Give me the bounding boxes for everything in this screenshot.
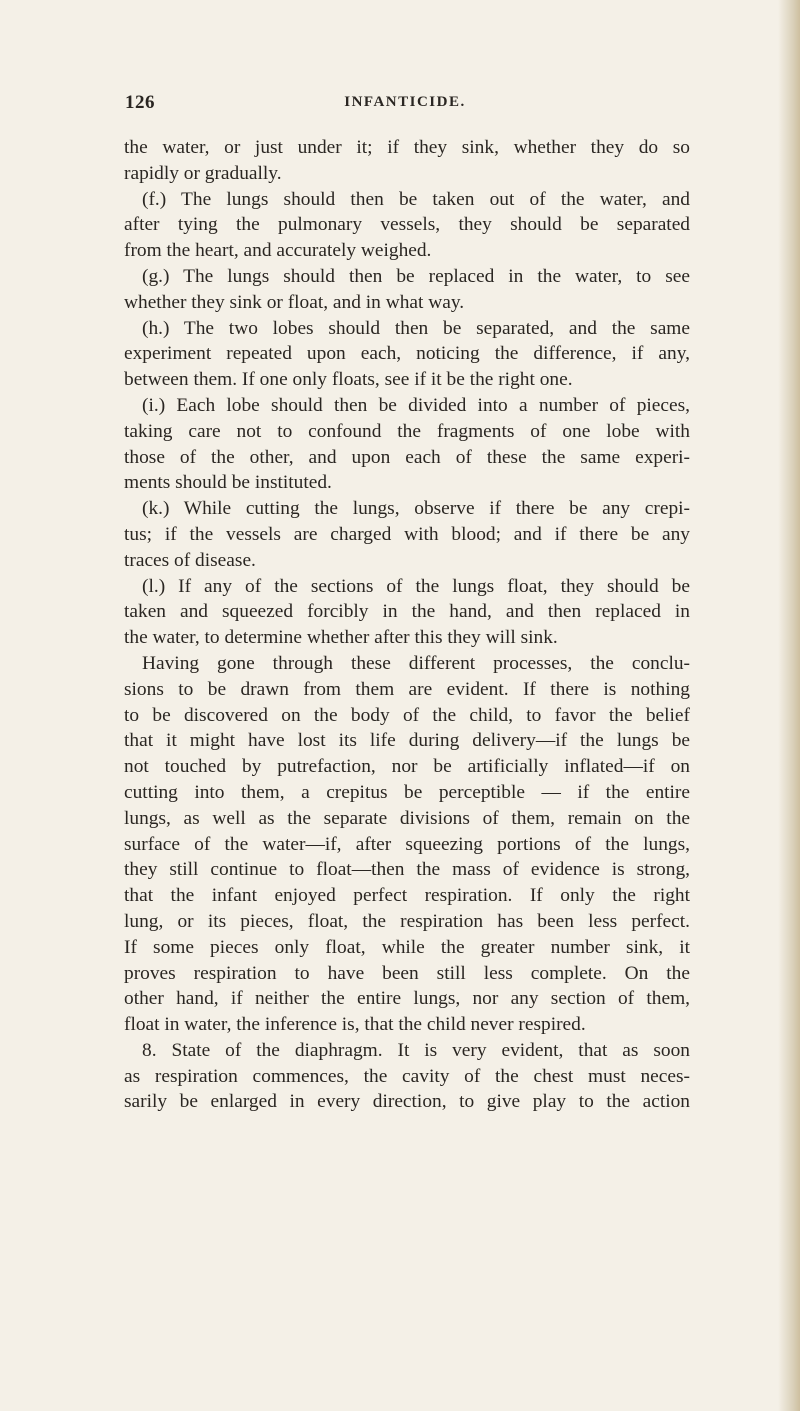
- text-line: traces of disease.: [124, 549, 256, 571]
- text-line: (f.) The lungs should then be taken out of the water, and: [142, 188, 690, 210]
- text-line: that the infant enjoyed perfect respiration. If only the right: [124, 885, 690, 907]
- text-line: experiment repeated upon each, noticing the difference, if any,: [124, 343, 690, 365]
- text-line: the water, or just under it; if they sink, whether they do so: [124, 137, 690, 158]
- text-line: as respiration commences, the cavity of the chest must neces-: [124, 1065, 690, 1087]
- text-line: (i.) Each lobe should then be divided into a number of pieces,: [142, 394, 690, 416]
- text-line: surface of the water—if, after squeezing portions of the lungs,: [124, 833, 690, 855]
- text-line: float in water, the inference is, that the child never respired.: [124, 1014, 586, 1036]
- text-line: the water, to determine whether after this they will sink.: [124, 627, 558, 649]
- text-line: sarily be enlarged in every direction, to give play to the action: [124, 1091, 690, 1113]
- page-edge-shadow: [778, 0, 800, 1411]
- text-line: lungs, as well as the separate divisions of them, remain on the: [124, 807, 690, 829]
- text-line: If some pieces only float, while the greater number sink, it: [124, 936, 690, 958]
- text-line: lung, or its pieces, float, the respiration has been less perfect.: [124, 910, 690, 932]
- text-line: they still continue to float—then the mass of evidence is strong,: [124, 859, 690, 881]
- text-line: that it might have lost its life during delivery—if the lungs be: [124, 730, 690, 752]
- text-line: rapidly or gradually.: [124, 162, 282, 184]
- text-line: cutting into them, a crepitus be perceptible — if the entire: [124, 781, 690, 803]
- text-line: tus; if the vessels are charged with blood; and if there be any: [124, 523, 690, 545]
- text-line: (l.) If any of the sections of the lungs float, they should be: [142, 575, 690, 597]
- text-line: those of the other, and upon each of these the same experi-: [124, 446, 690, 468]
- text-line: between them. If one only floats, see if it be the right one.: [124, 369, 573, 391]
- text-line: sions to be drawn from them are evident. If there is nothing: [124, 678, 690, 700]
- text-line: not touched by putrefaction, nor be artificially inflated—if on: [124, 756, 690, 778]
- text-line: (k.) While cutting the lungs, observe if there be any crepi-: [142, 498, 690, 520]
- text-line: 8. State of the diaphragm. It is very evident, that as soon: [142, 1039, 690, 1061]
- text-line: from the heart, and accurately weighed.: [124, 240, 432, 262]
- text-line: after tying the pulmonary vessels, they should be separated: [124, 214, 690, 236]
- text-line: other hand, if neither the entire lungs, nor any section of them,: [124, 988, 690, 1010]
- text-line: taking care not to confound the fragments of one lobe with: [124, 420, 690, 442]
- body-text: [124, 135, 690, 1115]
- text-line: proves respiration to have been still less complete. On the: [124, 962, 690, 984]
- text-line: to be discovered on the body of the child, to favor the belief: [124, 704, 690, 726]
- text-line: Having gone through these different processes, the conclu-: [142, 652, 690, 674]
- text-line: (h.) The two lobes should then be separated, and the same: [142, 317, 690, 339]
- text-line: taken and squeezed forcibly in the hand, and then replaced in: [124, 601, 690, 623]
- page-number: 126: [125, 92, 155, 113]
- text-line: whether they sink or float, and in what way.: [124, 291, 465, 313]
- text-line: (g.) The lungs should then be replaced in the water, to see: [142, 265, 690, 287]
- running-head: [125, 92, 685, 118]
- running-title: INFANTICIDE.: [344, 94, 466, 110]
- text-line: ments should be instituted.: [124, 472, 332, 494]
